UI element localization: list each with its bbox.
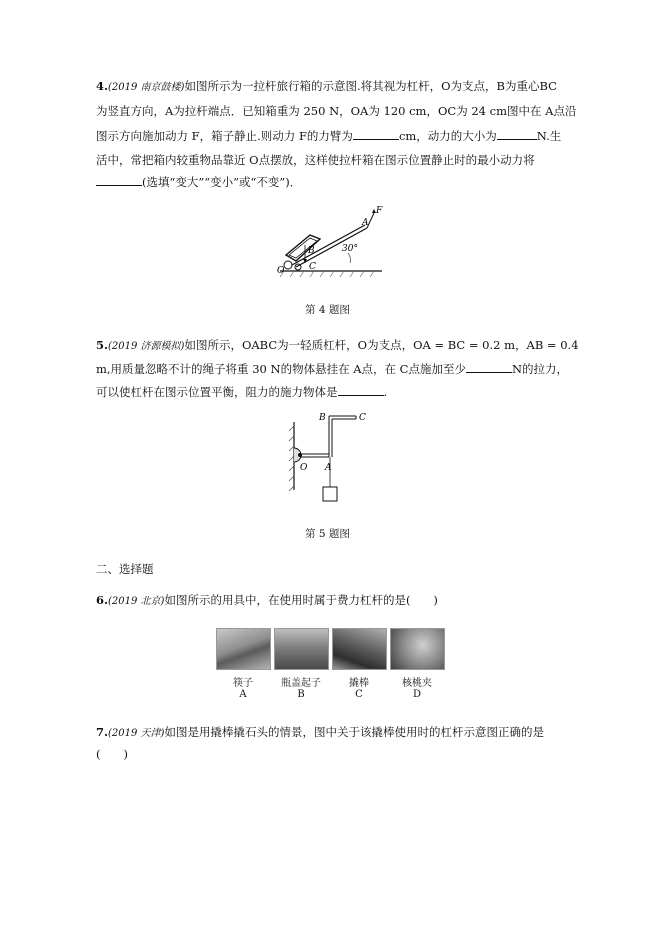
label-C: C (309, 262, 316, 272)
q5-line-3: 可以使杠杆在图示位置平衡，阻力的施力物体是 . (96, 385, 388, 399)
label-B: B (308, 246, 315, 256)
label-O: O (300, 463, 308, 473)
label-C: C (359, 413, 366, 423)
nutcracker-image (390, 628, 445, 670)
q7-line-2: ( ) (96, 747, 128, 761)
bottle-opener-image (274, 628, 329, 670)
option-c[interactable]: 撬棒 C (349, 678, 369, 700)
q4-line-5: (选填“变大”“变小”或“不变”)． (96, 174, 301, 190)
q4-source: (2019 南京鼓楼) (108, 82, 185, 93)
answer-blank[interactable] (466, 361, 512, 373)
q7-number: 7. (96, 725, 109, 739)
option-a[interactable]: 筷子 A (233, 678, 253, 700)
q5-number: 5. (96, 338, 109, 352)
chopsticks-image (216, 628, 271, 670)
q4-line-1: 4.(2019 南京鼓楼)如图所示为一拉杆旅行箱的示意图.将其视为杠杆，O为支点，B为重心BC (96, 79, 557, 93)
q7-line-1: 7.(2019 天津)如图是用撬棒撬石头的情景，图中关于该撬棒使用时的杠杆示意图正确的是 (96, 725, 544, 739)
option-d[interactable]: 核桃夹 D (402, 678, 432, 700)
crowbar-image (332, 628, 387, 670)
q6-line-1: 6.(2019 北京)如图所示的用具中，在使用时属于费力杠杆的是( ) (96, 593, 438, 607)
label-A: A (325, 463, 332, 473)
q4-figure (270, 203, 390, 283)
q4-line-2: 为竖直方向，A为拉杆端点．已知箱重为 250 N，OA为 120 cm，OC为 24 cm图中在 A点沿 (96, 104, 577, 118)
q5-caption: 第 5 题图 (305, 528, 350, 540)
answer-blank[interactable] (96, 174, 142, 186)
option-b[interactable]: 瓶盖起子 B (281, 678, 321, 700)
q4-line-4: 活中，常把箱内较重物品靠近 O点摆放，这样使拉杆箱在图示位置静止时的最小动力将 (96, 153, 535, 167)
label-O: O (277, 266, 285, 276)
answer-blank[interactable] (338, 384, 384, 396)
q6-number: 6. (96, 593, 109, 607)
q5-figure (288, 410, 368, 510)
answer-blank[interactable] (497, 128, 537, 140)
q5-line-1: 5.(2019 济源模拟)如图所示，OABC为一轻质杠杆，O为支点，OA = BC = 0.2 m，AB = 0.4 (96, 338, 579, 352)
section-heading: 二、选择题 (96, 562, 154, 576)
q7-source: (2019 天津) (108, 728, 165, 739)
answer-blank[interactable] (353, 128, 399, 140)
q4-caption: 第 4 题图 (305, 304, 350, 316)
label-angle: 30° (342, 244, 358, 254)
q6-source: (2019 北京) (108, 596, 165, 607)
label-A: A (362, 218, 369, 228)
q4-number: 4. (96, 79, 109, 93)
label-F: F (376, 206, 383, 216)
q5-source: (2019 济源模拟) (108, 341, 185, 352)
label-B: B (319, 413, 326, 423)
q4-line-3: 图示方向施加动力 F，箱子静止.则动力 F的力臂为 cm，动力的大小为 N.生 (96, 129, 562, 143)
q5-line-2: m,用质量忽略不计的绳子将重 30 N的物体悬挂在 A点，在 C点施加至少 N的拉力， (96, 362, 569, 376)
